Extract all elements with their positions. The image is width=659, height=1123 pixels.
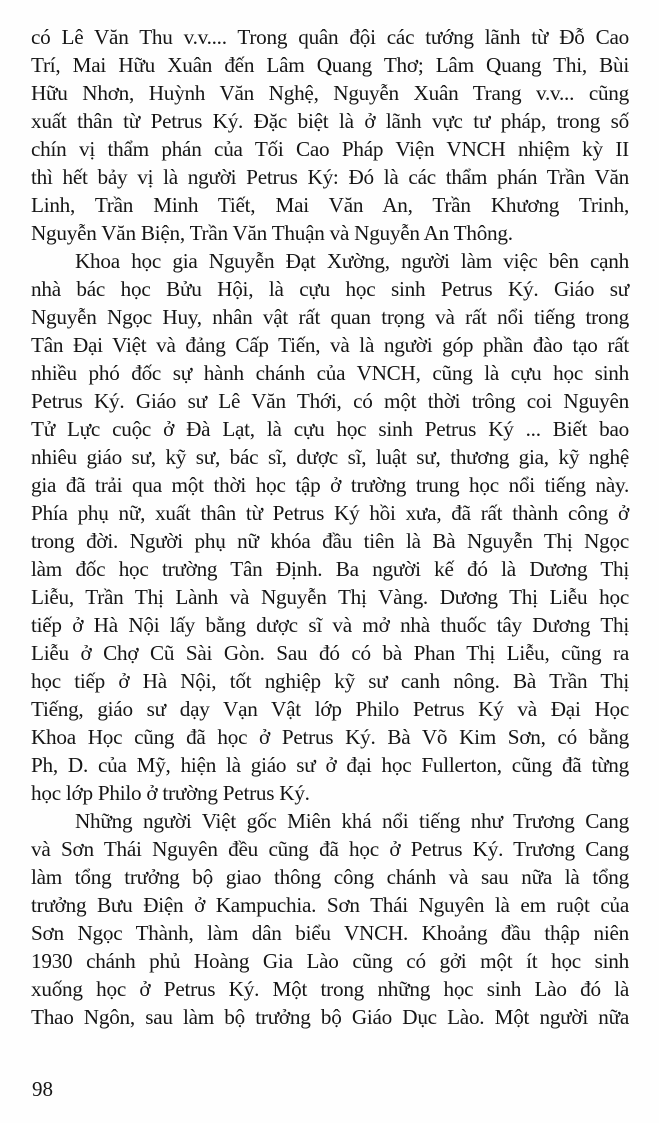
text-line: Liễu, Trần Thị Lành và Nguyễn Thị Vàng. Dương Thị Liễu học: [31, 585, 629, 609]
paragraph-2: [31, 247, 629, 807]
text-line: Trí, Mai Hữu Xuân đến Lâm Quang Thơ; Lâm Quang Thi, Bùi: [31, 53, 629, 77]
text-line: học lớp Philo ở trường Petrus Ký.: [31, 781, 310, 805]
text-line: Nguyễn Ngọc Huy, nhân vật rất quan trọng và rất nổi tiếng trong: [31, 305, 629, 329]
text-line: Phía phụ nữ, xuất thân từ Petrus Ký hồi xưa, đã rất thành công ở: [31, 501, 629, 525]
text-line: chín vị thẩm phán của Tối Cao Pháp Viện VNCH nhiệm kỳ II: [31, 137, 629, 161]
text-line: Linh, Trần Minh Tiết, Mai Văn An, Trần Khương Trinh,: [31, 193, 629, 217]
text-line: Tiếng, giáo sư dạy Vạn Vật lớp Philo Petrus Ký và Đại Học: [31, 697, 629, 721]
text-line: và Sơn Thái Nguyên đều cũng đã học ở Petrus Ký. Trương Cang: [31, 837, 629, 861]
paragraph-1: [31, 23, 629, 247]
text-line: làm đốc học trường Tân Định. Ba người kế đó là Dương Thị: [31, 557, 629, 581]
text-line: Tân Đại Việt và đảng Cấp Tiến, và là người góp phần đào tạo rất: [31, 333, 629, 357]
text-line: trưởng Bưu Điện ở Kampuchia. Sơn Thái Nguyên là em ruột của: [31, 893, 629, 917]
page-body: [31, 23, 629, 1031]
text-line: gia đã trải qua một thời học tập ở trường trung học nổi tiếng này.: [31, 473, 629, 497]
text-line: Liễu ở Chợ Cũ Sài Gòn. Sau đó có bà Phan Thị Liễu, cũng ra: [31, 641, 629, 665]
text-line: Tử Lực cuộc ở Đà Lạt, là cựu học sinh Petrus Ký ... Biết bao: [31, 417, 629, 441]
text-line: có Lê Văn Thu v.v.... Trong quân đội các tướng lãnh từ Đỗ Cao: [31, 25, 629, 49]
text-line: thì hết bảy vị là người Petrus Ký: Đó là các thẩm phán Trần Văn: [31, 165, 629, 189]
text-line: nhiều phó đốc sự hành chánh của VNCH, cũng là cựu học sinh: [31, 361, 629, 385]
text-line: nhiêu giáo sư, kỹ sư, bác sĩ, dược sĩ, luật sư, thương gia, kỹ nghệ: [31, 445, 629, 469]
text-line: Khoa học gia Nguyễn Đạt Xường, người làm việc bên cạnh: [75, 249, 629, 273]
text-line: Khoa Học cũng đã học ở Petrus Ký. Bà Võ Kim Sơn, có bằng: [31, 725, 629, 749]
text-line: làm tổng trưởng bộ giao thông công chánh và sau nữa là tổng: [31, 865, 629, 889]
paragraph-3: [31, 807, 629, 1031]
text-line: Petrus Ký. Giáo sư Lê Văn Thới, có một thời trông coi Nguyên: [31, 389, 629, 413]
text-line: Nguyễn Văn Biện, Trần Văn Thuận và Nguyễn An Thông.: [31, 221, 513, 245]
text-line: xuống học ở Petrus Ký. Một trong những học sinh Lào đó là: [31, 977, 629, 1001]
text-line: Sơn Ngọc Thành, làm dân biểu VNCH. Khoảng đầu thập niên: [31, 921, 629, 945]
text-line: Hữu Nhơn, Huỳnh Văn Nghệ, Nguyễn Xuân Trang v.v... cũng: [31, 81, 629, 105]
text-line: tiếp ở Hà Nội lấy bằng dược sĩ và mở nhà thuốc tây Dương Thị: [31, 613, 629, 637]
text-line: Những người Việt gốc Miên khá nổi tiếng như Trương Cang: [75, 809, 629, 833]
text-line: Ph, D. của Mỹ, hiện là giáo sư ở đại học Fullerton, cũng đã từng: [31, 753, 629, 777]
text-line: trong đời. Người phụ nữ khóa đầu tiên là Bà Nguyễn Thị Ngọc: [31, 529, 629, 553]
text-line: Thao Ngôn, sau làm bộ trưởng bộ Giáo Dục Lào. Một người nữa: [31, 1005, 629, 1029]
text-line: học tiếp ở Hà Nội, tốt nghiệp kỹ sư canh nông. Bà Trần Thị: [31, 669, 629, 693]
page-number: 98: [32, 1077, 53, 1101]
text-line: xuất thân từ Petrus Ký. Đặc biệt là ở lãnh vực tư pháp, trong số: [31, 109, 629, 133]
text-line: 1930 chánh phủ Hoàng Gia Lào cũng có gởi một ít học sinh: [31, 949, 629, 973]
text-line: nhà bác học Bửu Hội, là cựu học sinh Petrus Ký. Giáo sư: [31, 277, 629, 301]
